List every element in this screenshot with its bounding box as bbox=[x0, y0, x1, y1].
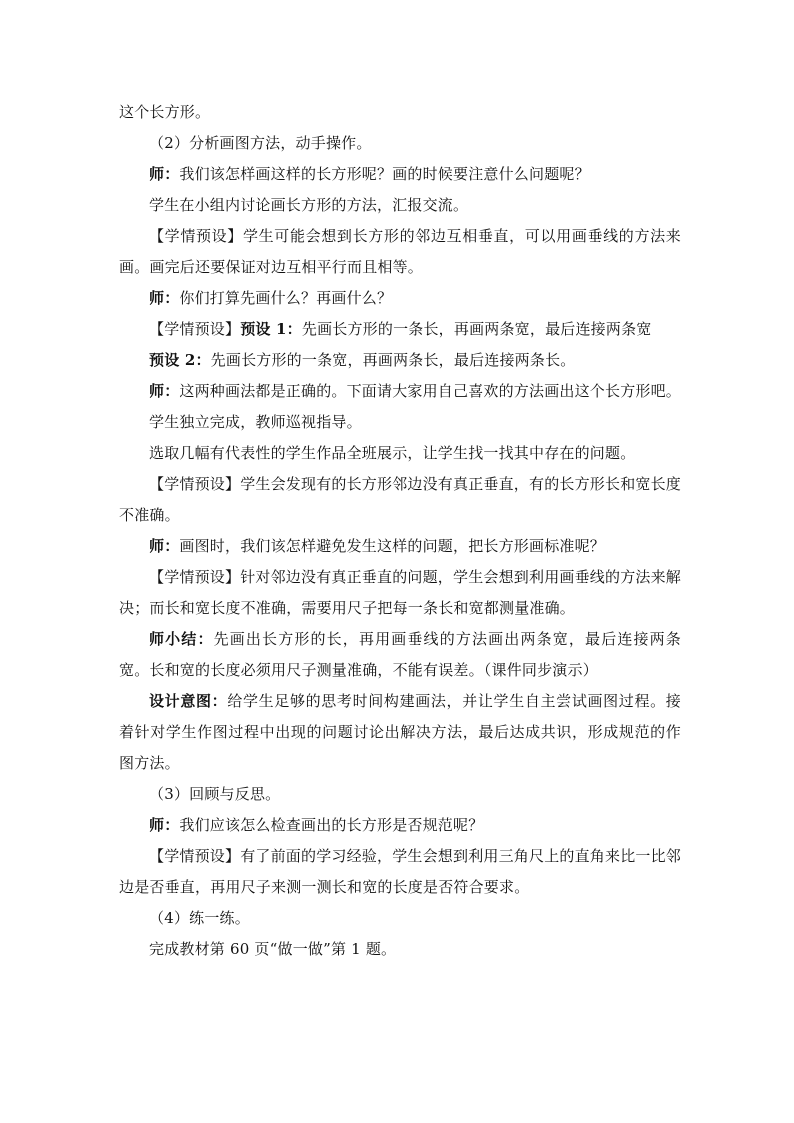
bold-label: 师： bbox=[149, 816, 180, 834]
paragraph-text: 我们该怎样画这样的长方形呢？画的时候要注意什么问题呢？ bbox=[179, 165, 590, 183]
paragraph bbox=[119, 624, 681, 686]
paragraph bbox=[119, 283, 681, 314]
paragraph bbox=[119, 407, 681, 438]
paragraph-text: 先画长方形的一条长，再画两条宽，最后连接两条宽 bbox=[301, 320, 652, 338]
paragraph-text: 先画出长方形的长，再用画垂线的方法画出两条宽，最后连接两条宽。长和宽的长度必须用尺子测量准确，不能有误差。（课件同步演示） bbox=[119, 630, 681, 679]
paragraph-text: 学生独立完成，教师巡视指导。 bbox=[149, 413, 362, 431]
document-body bbox=[119, 97, 681, 965]
bold-label: 师： bbox=[149, 289, 180, 307]
paragraph-text: 【学情预设】 bbox=[149, 320, 241, 338]
paragraph-text: 你们打算先画什么？再画什么？ bbox=[179, 289, 393, 307]
paragraph-text: （3）回顾与反思。 bbox=[149, 785, 281, 803]
paragraph bbox=[119, 97, 681, 128]
paragraph bbox=[119, 376, 681, 407]
paragraph-text: 【学情预设】学生会发现有的长方形邻边没有真正垂直，有的长方形长和宽长度不准确。 bbox=[119, 475, 682, 524]
bold-label: 师小结： bbox=[149, 630, 214, 648]
paragraph bbox=[119, 190, 681, 221]
paragraph-text: 【学情预设】有了前面的学习经验，学生会想到利用三角尺上的直角来比一比邻边是否垂直，再用尺子来测一测长和宽的长度是否符合要求。 bbox=[119, 847, 682, 896]
bold-label: 设计意图： bbox=[149, 692, 228, 710]
bold-label: 预设 2： bbox=[149, 351, 211, 369]
paragraph-text: 【学情预设】针对邻边没有真正垂直的问题，学生会想到利用画垂线的方法来解决；而长和宽长度不准确，需要用尺子把每一条长和宽都测量准确。 bbox=[119, 568, 682, 617]
paragraph-text: 我们应该怎么检查画出的长方形是否规范呢？ bbox=[179, 816, 484, 834]
paragraph bbox=[119, 934, 681, 965]
paragraph bbox=[119, 128, 681, 159]
paragraph bbox=[119, 903, 681, 934]
paragraph-text: 这个长方形。 bbox=[119, 103, 211, 121]
paragraph-text: 这两种画法都是正确的。下面请大家用自己喜欢的方法画出这个长方形吧。 bbox=[179, 382, 682, 400]
paragraph-text: 选取几幅有代表性的学生作品全班展示，让学生找一找其中存在的问题。 bbox=[149, 444, 636, 462]
paragraph bbox=[119, 562, 681, 624]
paragraph-text: （4）练一练。 bbox=[149, 909, 250, 927]
bold-label: 师： bbox=[149, 382, 180, 400]
paragraph bbox=[119, 810, 681, 841]
paragraph-text: （2）分析画图方法，动手操作。 bbox=[149, 134, 372, 152]
paragraph bbox=[119, 779, 681, 810]
bold-label: 预设 1： bbox=[240, 320, 302, 338]
paragraph-text: 学生在小组内讨论画长方形的方法，汇报交流。 bbox=[149, 196, 469, 214]
paragraph bbox=[119, 438, 681, 469]
paragraph bbox=[119, 686, 681, 779]
paragraph-text: 【学情预设】学生可能会想到长方形的邻边互相垂直，可以用画垂线的方法来画。画完后还要保证对边互相平行而且相等。 bbox=[119, 227, 681, 276]
paragraph bbox=[119, 221, 681, 283]
paragraph bbox=[119, 314, 681, 345]
paragraph-text: 给学生足够的思考时间构建画法，并让学生自主尝试画图过程。接着针对学生作图过程中出现的问题讨论出解决方法，最后达成共识，形成规范的作图方法。 bbox=[119, 692, 681, 772]
bold-label: 师： bbox=[149, 537, 180, 555]
paragraph bbox=[119, 345, 681, 376]
paragraph bbox=[119, 469, 681, 531]
paragraph-text: 先画长方形的一条宽，再画两条长，最后连接两条长。 bbox=[210, 351, 576, 369]
paragraph-text: 完成教材第 60 页“做一做”第 1 题。 bbox=[149, 940, 397, 958]
bold-label: 师： bbox=[149, 165, 180, 183]
paragraph bbox=[119, 531, 681, 562]
paragraph bbox=[119, 841, 681, 903]
paragraph-text: 画图时，我们该怎样避免发生这样的问题，把长方形画标准呢？ bbox=[179, 537, 606, 555]
paragraph bbox=[119, 159, 681, 190]
